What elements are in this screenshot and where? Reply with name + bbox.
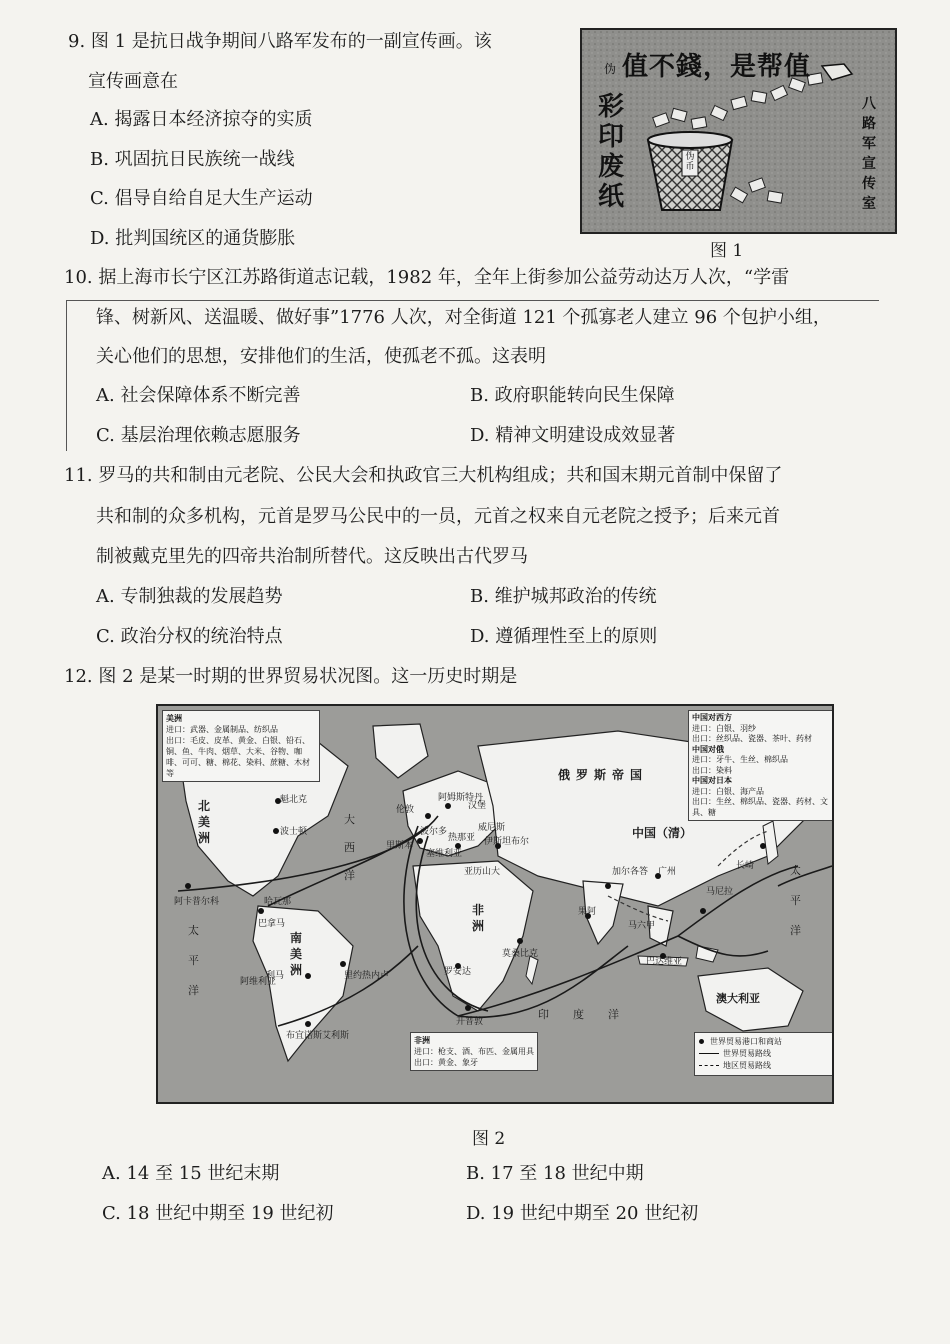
poster-top-text: 值不錢，是帮值 xyxy=(622,52,812,82)
label-australia: 澳大利亚 xyxy=(716,992,760,1005)
q11-option-b[interactable]: B. 维护城邦政治的传统 xyxy=(470,586,657,607)
legend-port: 世界贸易港口和商站 xyxy=(699,1036,831,1048)
q9-option-b[interactable]: B. 巩固抗日民族统一战线 xyxy=(90,149,295,170)
africa-trade-box: 非洲 进口：枪支、酒、布匹、金属用具 出口：黄金、象牙 xyxy=(410,1032,538,1071)
label-atlantic: 大西洋 xyxy=(344,813,355,882)
q11-stem-line1: 11. 罗马的共和制由元老院、公民大会和执政官三大机构组成；共和国末期元首制中保留了 xyxy=(64,465,783,486)
city-istanbul: 伊斯坦布尔 xyxy=(484,837,530,847)
china-trade-box: 中国对西方 进口：白银、羽纱 出口：丝织品、瓷器、茶叶、药材 中国对俄 进口：牙牛、生丝、棉织品 出口：染料 中国对日本 进口：白银、海产品 出口：生丝、棉织品、瓷器、药材、文具、糖 xyxy=(688,710,834,821)
poster-right-column: 八 路 军 宣 传 室 xyxy=(862,96,876,212)
city-acapulco: 阿卡普尔科 xyxy=(174,897,220,907)
label-russia: 俄罗斯帝国 xyxy=(558,768,649,782)
label-pacific-west: 太平洋 xyxy=(188,924,199,997)
q10-stem-line2: 锋、树新风、送温暖、做好事”1776 人次，对全街道 121 个孤寡老人建立 96 个包护小组， xyxy=(96,307,831,328)
q10-stem-line3: 关心他们的思想，安排他们的生活，使孤老不孤。这表明 xyxy=(96,346,546,367)
q9-stem-line2: 宣传画意在 xyxy=(88,71,178,92)
q12-option-a[interactable]: A. 14 至 15 世纪末期 xyxy=(102,1163,280,1184)
city-lima: 利马 xyxy=(266,971,285,981)
q11-option-d[interactable]: D. 遵循理性至上的原则 xyxy=(470,626,658,647)
city-batavia: 巴达维亚 xyxy=(646,957,683,967)
city-hamburg: 汉堡 xyxy=(468,801,487,811)
city-canton: 广州 xyxy=(658,867,677,877)
q12-option-c[interactable]: C. 18 世纪中期至 19 世纪初 xyxy=(102,1203,334,1224)
q10-option-a[interactable]: A. 社会保障体系不断完善 xyxy=(96,385,301,406)
q9-stem-line1: 9. 图 1 是抗日战争期间八路军发布的一副宣传画。该 xyxy=(68,31,492,52)
label-pacific-east: 太平洋 xyxy=(790,864,801,937)
label-south-america: 南美洲 xyxy=(290,931,303,977)
port-dot-icon xyxy=(699,1039,704,1044)
label-indian-ocean: 印度洋 xyxy=(538,1008,643,1021)
q12-option-b[interactable]: B. 17 至 18 世纪中期 xyxy=(466,1163,644,1184)
city-calcutta: 加尔各答 xyxy=(612,867,649,877)
q11-stem-line3: 制被戴克里先的四帝共治制所替代。这反映出古代罗马 xyxy=(96,546,528,567)
poster-left-column: 彩 印 废 纸 xyxy=(598,92,625,212)
city-luanda: 罗安达 xyxy=(444,967,472,977)
city-panama: 巴拿马 xyxy=(258,919,286,929)
city-bordeaux: 波尔多 xyxy=(420,827,448,837)
city-boston: 波士顿 xyxy=(280,827,308,837)
basket-label: 伪币 xyxy=(685,152,695,172)
label-north-america: 北美洲 xyxy=(198,799,211,845)
q10-option-b[interactable]: B. 政府职能转向民生保障 xyxy=(470,385,675,406)
city-havana: 哈瓦那 xyxy=(264,897,292,907)
legend-world-route: 世界贸易路线 xyxy=(699,1048,831,1060)
city-london: 伦敦 xyxy=(396,805,415,815)
city-nagasaki: 长崎 xyxy=(736,861,755,871)
city-quebec: 魁北克 xyxy=(280,795,308,805)
label-china: 中国（清） xyxy=(632,826,693,840)
q10-option-c[interactable]: C. 基层治理依赖志愿服务 xyxy=(96,425,301,446)
city-genoa: 热那亚 xyxy=(448,833,476,843)
figure-2-caption: 图 2 xyxy=(472,1129,506,1149)
q9-option-c[interactable]: C. 倡导自给自足大生产运动 xyxy=(90,188,313,209)
q11-option-a[interactable]: A. 专制独裁的发展趋势 xyxy=(96,586,283,607)
city-alexandria: 亚历山大 xyxy=(464,867,501,877)
city-amsterdam: 阿姆斯特丹 xyxy=(438,793,484,803)
legend-regional-route: 地区贸易路线 xyxy=(699,1060,831,1072)
city-goa: 果阿 xyxy=(578,907,597,917)
q11-stem-line2: 共和制的众多机构，元首是罗马公民中的一员，元首之权来自元老院之授予；后来元首 xyxy=(96,506,780,527)
city-cape-town: 开普敦 xyxy=(456,1017,484,1027)
city-buenos-aires: 布宜诺斯艾利斯 xyxy=(286,1031,350,1041)
figure-1-poster xyxy=(580,28,897,234)
solid-line-icon xyxy=(699,1053,719,1054)
map-legend xyxy=(694,1032,834,1076)
city-malacca: 马六甲 xyxy=(628,921,656,931)
dashed-line-icon xyxy=(699,1065,719,1066)
q9-option-a[interactable]: A. 揭露日本经济掠夺的实质 xyxy=(90,109,313,130)
q12-option-d[interactable]: D. 19 世纪中期至 20 世纪初 xyxy=(466,1203,699,1224)
city-manila: 马尼拉 xyxy=(706,887,734,897)
q10-stem-line1: 10. 据上海市长宁区江苏路街道志记载，1982 年，全年上街参加公益劳动达万人次，“学雷 xyxy=(64,267,790,288)
q12-stem: 12. 图 2 是某一时期的世界贸易状况图。这一历史时期是 xyxy=(64,666,518,687)
city-lisbon: 里斯本 xyxy=(386,841,414,851)
americas-trade-box: 美洲 进口：武器、金属制品、纺织品 出口：毛皮、皮革、黄金、白银、铅石、铜、鱼、牛肉、烟草、大米、谷物、咖啡、可可、糖、棉花、染料、蔗糖、木材等 xyxy=(162,710,320,782)
city-rio: 里约热内卢 xyxy=(344,971,390,981)
city-mozambique: 莫桑比克 xyxy=(502,949,539,959)
city-seville: 塞维利亚 xyxy=(426,849,463,859)
figure-2-trade-map xyxy=(156,704,834,1104)
poster-small-text: 伪 xyxy=(604,62,617,76)
q10-option-d[interactable]: D. 精神文明建设成效显著 xyxy=(470,425,676,446)
q11-option-c[interactable]: C. 政治分权的统治特点 xyxy=(96,626,283,647)
q9-option-d[interactable]: D. 批判国统区的通货膨胀 xyxy=(90,228,296,249)
city-venice: 威尼斯 xyxy=(478,823,506,833)
label-africa: 非洲 xyxy=(472,903,485,933)
figure-1-caption: 图 1 xyxy=(710,241,744,261)
city-arequipa: 阿维利亚 xyxy=(240,977,277,987)
